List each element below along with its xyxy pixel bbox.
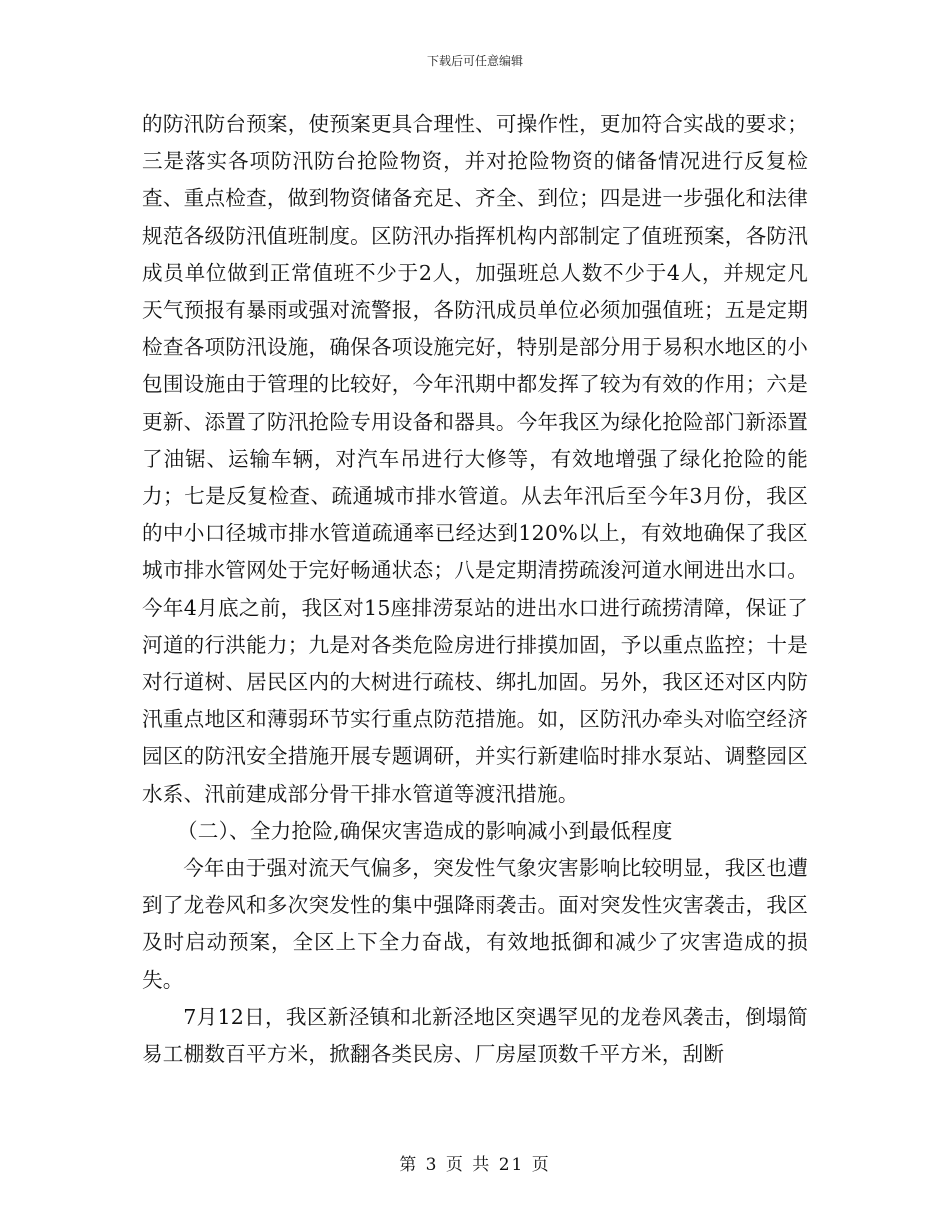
body-paragraph: 今年由于强对流天气偏多，突发性气象灾害影响比较明显，我区也遭到了龙卷风和多次突发性的集中强降雨袭击。面对突发性灾害袭击，我区及时启动预案，全区上下全力奋战，有效地抵御和减少了灾害造成的损失。 (142, 856, 808, 992)
body-paragraph: 7月12日，我区新泾镇和北新泾地区突遇罕见的龙卷风袭击，倒塌简易工棚数百平方米，掀翻各类民房、厂房屋顶数千平方米，刮断 (142, 1004, 808, 1067)
section-heading: （二）、全力抢险,确保灾害造成的影响减小到最低程度 (177, 818, 673, 843)
page-header: 下载后可任意编辑 (426, 54, 523, 68)
document-body (142, 106, 808, 1073)
body-paragraph: 的防汛防台预案，使预案更具合理性、可操作性，更加符合实战的要求；三是落实各项防汛防台抢险物资，并对抢险物资的储备情况进行反复检查、重点检查，做到物资储备充足、齐全、到位；四是进一步强化和法律规范各级防汛值班制度。区防汛办指挥机构内部制定了值班预案，各防汛成员单位做到正常值班不少于2人，加强班总人数不少于4人，并规定凡天气预报有暴雨或强对流警报，各防汛成员单位必须加强值班；五是定期检查各项防汛设施，确保各项设施完好，特别是部分用于易积水地区的小包围设施由于管理的比较好，今年汛期中都发挥了较为有效的作用；六是更新、添置了防汛抢险专用设备和器具。今年我区为绿化抢险部门新添置了油锯、运输车辆，对汽车吊进行大修等，有效地增强了绿化抢险的能力；七是反复检查、疏通城市排水管道。从去年汛后至今年3月份，我区的中小口径城市排水管道疏通率已经达到120%以上，有效地确保了我区城市排水管网处于完好畅通状态；八是定期清捞疏浚河道水闸进出水口。今年4月底之前，我区对15座排涝泵站的进出水口进行疏捞清障，保证了河道的行洪能力；九是对各类危险房进行排摸加固，予以重点监控；十是对行道树、居民区内的大树进行疏枝、绑扎加固。另外，我区还对区内防汛重点地区和薄弱环节实行重点防范措施。如，区防汛办牵头对临空经济园区的防汛安全措施开展专题调研，并实行新建临时排水泵站、调整园区水系、汛前建成部分骨干排水管道等渡汛措施。 (142, 112, 808, 806)
page-number-footer: 第 3 页 共 21 页 (399, 1155, 551, 1175)
